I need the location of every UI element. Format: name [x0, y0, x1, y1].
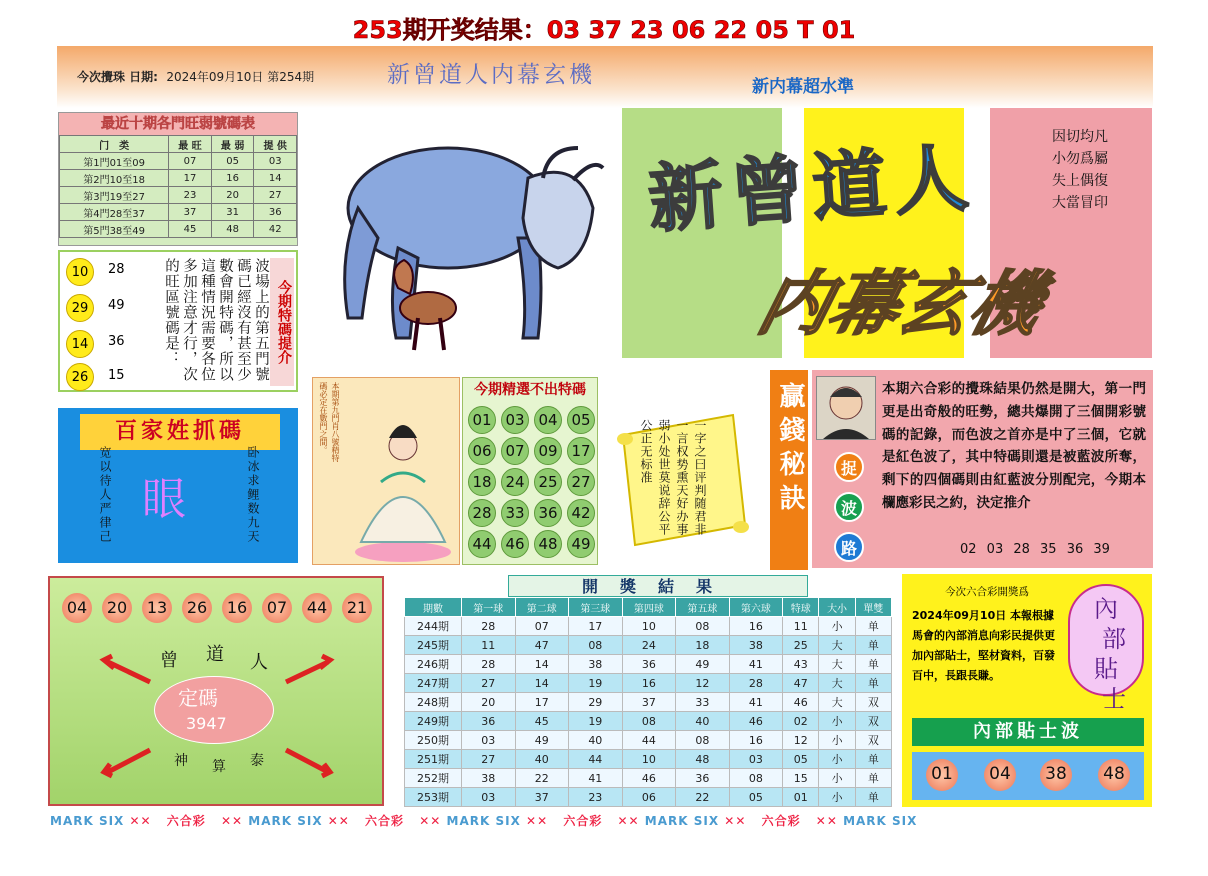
gate-cell: 23: [169, 187, 212, 204]
results-col: 第五球: [676, 598, 730, 617]
results-cell: 43: [783, 655, 819, 674]
red-ball: 07: [262, 593, 292, 623]
big-title-line1: 新曾道人: [645, 134, 980, 244]
hot-ball: 29: [66, 294, 94, 322]
results-cell: 小: [819, 750, 855, 769]
red-ball: 04: [62, 593, 92, 623]
results-cell: 22: [515, 769, 569, 788]
wave-balls: [912, 752, 1144, 800]
pick-ball: 03: [501, 406, 529, 434]
footer-item: 六合彩: [365, 814, 405, 828]
fixed-code-value: 3947: [186, 714, 227, 733]
results-cell: 08: [676, 731, 730, 750]
results-cell: 14: [515, 674, 569, 693]
footer-separator-icon: ✕✕: [810, 814, 844, 828]
results-cell: 02: [783, 712, 819, 731]
results-cell: 25: [783, 636, 819, 655]
fixed-code-panel: [48, 576, 384, 806]
results-cell: 49: [515, 731, 569, 750]
gates-col: 最 弱: [211, 136, 254, 153]
results-table: [404, 597, 892, 807]
results-col: 大小: [819, 598, 855, 617]
results-cell: 24: [622, 636, 676, 655]
pick-ball: 09: [534, 437, 562, 465]
pick-ball: 07: [501, 437, 529, 465]
results-cell: 22: [676, 788, 730, 807]
gates-row: [60, 170, 297, 187]
secret-title: 贏錢秘訣: [775, 382, 805, 518]
pick-ball: 33: [501, 499, 529, 527]
ox-illustration: [318, 118, 608, 358]
wave-ball: 04: [984, 759, 1016, 791]
results-cell: 03: [729, 750, 783, 769]
results-panel: [404, 575, 892, 807]
footer-item: 六合彩: [166, 814, 206, 828]
results-title: 開獎結果: [508, 575, 808, 597]
results-cell: 244期: [405, 617, 462, 636]
footer-item: MARK SIX: [644, 814, 720, 828]
guanyin-figure-icon: [341, 392, 453, 562]
results-row: [405, 617, 892, 636]
gate-cell: 45: [169, 221, 212, 238]
footer-separator-icon: ✕✕: [322, 814, 356, 828]
results-cell: 单: [855, 636, 891, 655]
gates-row: [60, 187, 297, 204]
footer-separator-icon: ✕✕: [719, 814, 752, 828]
results-cell: 246期: [405, 655, 462, 674]
scroll-verse: 一字之曰评判随君非一言权势熏天好办事弱小处世莫说辞公平公正无标准: [639, 419, 707, 536]
wave-ball: 38: [1040, 759, 1072, 791]
footer-separator-icon: ✕✕: [520, 814, 554, 828]
gate-cell: 第5門38至49: [60, 221, 169, 238]
gate-cell: 17: [169, 170, 212, 187]
results-cell: 15: [783, 769, 819, 788]
results-col: 第四球: [622, 598, 676, 617]
results-row: [405, 655, 892, 674]
footer-item: MARK SIX: [50, 814, 125, 828]
pick-ball: 06: [468, 437, 496, 465]
notice-panel: [812, 370, 1153, 568]
results-cell: 251期: [405, 750, 462, 769]
gates-row: [60, 204, 297, 221]
gate-cell: 05: [211, 153, 254, 170]
results-col: 特球: [783, 598, 819, 617]
results-cell: 大: [819, 693, 855, 712]
scroll-panel: [613, 405, 753, 555]
results-cell: 20: [461, 693, 515, 712]
results-cell: 07: [515, 617, 569, 636]
top-result-line: 253期开奖结果：03 37 23 06 22 05 T 01: [352, 16, 856, 44]
results-cell: 01: [783, 788, 819, 807]
results-cell: 08: [569, 636, 623, 655]
results-cell: 41: [569, 769, 623, 788]
hot-num: 36: [108, 334, 125, 349]
results-cell: 40: [569, 731, 623, 750]
results-row: [405, 712, 892, 731]
results-cell: 双: [855, 731, 891, 750]
tips-heading: 今次六合彩開獎爲: [945, 586, 1029, 598]
results-cell: 18: [676, 636, 730, 655]
poem: [1052, 126, 1108, 214]
results-cell: 37: [515, 788, 569, 807]
results-cell: 37: [622, 693, 676, 712]
pick-ball: 48: [534, 530, 562, 558]
results-cell: 249期: [405, 712, 462, 731]
family-title: 百家姓抓碼: [80, 414, 280, 450]
results-cell: 36: [622, 655, 676, 674]
wave-ball: 01: [926, 759, 958, 791]
results-cell: 大: [819, 655, 855, 674]
header-banner: [57, 46, 1153, 108]
gate-cell: 31: [211, 204, 254, 221]
results-row: [405, 750, 892, 769]
pick-ball: 05: [567, 406, 595, 434]
gate-cell: 第2門10至18: [60, 170, 169, 187]
char: 算: [212, 759, 226, 775]
results-cell: 11: [783, 617, 819, 636]
results-cell: 45: [515, 712, 569, 731]
footer-item: MARK SIX: [843, 814, 918, 828]
badge-char: 士: [1102, 685, 1126, 713]
footer-separator-icon: ✕✕: [215, 814, 249, 828]
pick-ball: 01: [468, 406, 496, 434]
results-cell: 08: [676, 617, 730, 636]
badge-char: 內: [1094, 595, 1118, 623]
hot-ball: 14: [66, 330, 94, 358]
results-cell: 单: [855, 769, 891, 788]
gates-table-panel: [58, 112, 298, 246]
gate-cell: 第3門19至27: [60, 187, 169, 204]
red-ball: 44: [302, 593, 332, 623]
results-cell: 44: [622, 731, 676, 750]
results-cell: 41: [729, 655, 783, 674]
char: 神: [174, 753, 188, 769]
pick-ball: 49: [567, 530, 595, 558]
results-col: 第二球: [515, 598, 569, 617]
draw-date: 今次攪珠 日期: 2024年09月10日 第254期: [77, 70, 315, 84]
results-cell: 12: [783, 731, 819, 750]
results-row: [405, 674, 892, 693]
footer-item: 六合彩: [563, 814, 603, 828]
results-cell: 单: [855, 674, 891, 693]
footer-separator-icon: ✕✕: [124, 814, 157, 828]
red-ball: 20: [102, 593, 132, 623]
gate-cell: 36: [254, 204, 297, 221]
results-cell: 16: [729, 617, 783, 636]
results-cell: 47: [515, 636, 569, 655]
results-cell: 48: [676, 750, 730, 769]
gate-cell: 07: [169, 153, 212, 170]
results-cell: 28: [461, 617, 515, 636]
results-cell: 双: [855, 693, 891, 712]
pick-ball: 24: [501, 468, 529, 496]
footer-separator-icon: ✕✕: [612, 814, 645, 828]
pick-panel: [462, 377, 598, 565]
gates-col: 提 供: [254, 136, 297, 153]
results-cell: 41: [729, 693, 783, 712]
poem-line: 失上偶復: [1052, 173, 1108, 189]
header-subtitle: 新内幕超水準: [752, 77, 854, 97]
results-cell: 44: [569, 750, 623, 769]
gates-row: [60, 153, 297, 170]
guanyin-panel: [312, 377, 460, 565]
results-col: 單雙: [855, 598, 891, 617]
tips-body: 2024年09月10日 本報根據馬會的內部消息向彩民提供更加內部貼士，堅材資料，百發百中，長跟長賺。: [912, 609, 1055, 682]
circle-zhuo: 捉: [834, 452, 864, 482]
red-ball: 16: [222, 593, 252, 623]
results-cell: 单: [855, 750, 891, 769]
results-cell: 05: [729, 788, 783, 807]
secret-column: [770, 370, 808, 570]
results-cell: 17: [569, 617, 623, 636]
results-cell: 23: [569, 788, 623, 807]
results-cell: 12: [676, 674, 730, 693]
results-cell: 08: [622, 712, 676, 731]
results-cell: 247期: [405, 674, 462, 693]
header-title: 新曾道人内幕玄機: [387, 62, 595, 88]
footer-item: MARK SIX: [248, 814, 323, 828]
gate-cell: 第4門28至37: [60, 204, 169, 221]
hot-num: 49: [108, 298, 125, 313]
gate-cell: 48: [211, 221, 254, 238]
results-cell: 19: [569, 674, 623, 693]
results-cell: 大: [819, 674, 855, 693]
tips-panel: [902, 574, 1152, 807]
badge-char: 貼: [1094, 655, 1118, 683]
wave-ball: 48: [1098, 759, 1130, 791]
hot-num: 15: [108, 368, 125, 383]
results-cell: 38: [461, 769, 515, 788]
gates-caption: 最近十期各門旺弱號碼表: [59, 113, 297, 135]
gate-cell: 37: [169, 204, 212, 221]
results-cell: 29: [569, 693, 623, 712]
results-cell: 36: [676, 769, 730, 788]
pick-ball: 42: [567, 499, 595, 527]
gate-cell: 42: [254, 221, 297, 238]
results-col: 第一球: [461, 598, 515, 617]
pick-ball: 46: [501, 530, 529, 558]
poem-line: 大當冒印: [1052, 195, 1108, 211]
results-cell: 03: [461, 731, 515, 750]
results-cell: 单: [855, 655, 891, 674]
gate-cell: 第1門01至09: [60, 153, 169, 170]
char: 曾: [160, 650, 178, 671]
results-cell: 单: [855, 617, 891, 636]
results-row: [405, 788, 892, 807]
results-cell: 245期: [405, 636, 462, 655]
results-cell: 49: [676, 655, 730, 674]
big-title-panel: [622, 108, 1152, 358]
results-cell: 06: [622, 788, 676, 807]
char: 人: [250, 652, 268, 673]
gate-cell: 20: [211, 187, 254, 204]
results-cell: 28: [461, 655, 515, 674]
red-ball: 26: [182, 593, 212, 623]
red-ball: 13: [142, 593, 172, 623]
results-cell: 27: [461, 750, 515, 769]
footer-separator-icon: ✕✕: [414, 814, 447, 828]
notice-text: 本期六合彩的攪珠結果仍然是開大，第一門更是出奇般的旺勢，總共爆開了三個開彩號碼的記錄，而色波之首亦是中了三個，它就是紅色波了，其中特碼則還是被藍波所奪，剩下的四個碼則由紅藍波分別配完，今期本欄應彩民之約，決定推介: [882, 381, 1146, 511]
pick-ball: 04: [534, 406, 562, 434]
results-cell: 36: [461, 712, 515, 731]
results-cell: 16: [729, 731, 783, 750]
hot-analysis-text: 波場上的第五門號碼已經沒有甚至少數會開特碼，所以這種情況需要各位多加注意才行，次的旺區號碼是：: [163, 258, 269, 382]
red-ball: 21: [342, 593, 372, 623]
footer-strip: [50, 812, 1158, 832]
gates-col: 门 类: [60, 136, 169, 153]
results-cell: 10: [622, 617, 676, 636]
circle-lu: 路: [834, 532, 864, 562]
poem-line: 小勿爲屬: [1052, 151, 1108, 167]
footer-item: 六合彩: [761, 814, 801, 828]
hot-ball: 26: [66, 363, 94, 391]
results-row: [405, 636, 892, 655]
results-cell: 小: [819, 712, 855, 731]
results-col: 第六球: [729, 598, 783, 617]
results-cell: 19: [569, 712, 623, 731]
gates-table: [59, 135, 297, 238]
poem-line: 因切均凡: [1052, 129, 1108, 145]
results-cell: 47: [783, 674, 819, 693]
results-cell: 248期: [405, 693, 462, 712]
results-cell: 33: [676, 693, 730, 712]
results-cell: 05: [783, 750, 819, 769]
results-cell: 08: [729, 769, 783, 788]
results-col: 第三球: [569, 598, 623, 617]
results-cell: 252期: [405, 769, 462, 788]
pick-ball: 44: [468, 530, 496, 558]
gates-row: [60, 221, 297, 238]
results-cell: 28: [729, 674, 783, 693]
family-name-panel: [58, 408, 298, 563]
pick-ball: 17: [567, 437, 595, 465]
footer-item: MARK SIX: [446, 814, 521, 828]
results-cell: 03: [461, 788, 515, 807]
results-cell: 14: [515, 655, 569, 674]
char: 道: [206, 644, 224, 665]
results-cell: 小: [819, 731, 855, 750]
pick-caption: 今期精選不出特碼: [474, 382, 586, 398]
circle-bo: 波: [834, 492, 864, 522]
avatar: [816, 376, 876, 440]
results-cell: 46: [783, 693, 819, 712]
results-cell: 小: [819, 788, 855, 807]
results-cell: 10: [622, 750, 676, 769]
wave-title: 內部貼士波: [912, 718, 1144, 746]
char: 泰: [250, 753, 264, 769]
pick-ball: 18: [468, 468, 496, 496]
results-cell: 38: [729, 636, 783, 655]
results-col: 期數: [405, 598, 462, 617]
results-cell: 46: [622, 769, 676, 788]
family-left-verse: 宽以待人严律己: [98, 446, 112, 544]
gate-cell: 14: [254, 170, 297, 187]
results-cell: 小: [819, 617, 855, 636]
pick-ball: 28: [468, 499, 496, 527]
notice-picks: 02 03 28 35 36 39: [960, 542, 1110, 557]
badge-char: 部: [1102, 625, 1126, 653]
pick-ball: 25: [534, 468, 562, 496]
pick-ball: 27: [567, 468, 595, 496]
results-cell: 16: [622, 674, 676, 693]
fixed-code-label: 定碼: [178, 686, 218, 710]
results-cell: 小: [819, 769, 855, 788]
results-cell: 253期: [405, 788, 462, 807]
results-row: [405, 693, 892, 712]
big-title-line2: 内幕玄機: [750, 263, 1051, 345]
gates-col: 最 旺: [169, 136, 212, 153]
guanyin-text: 本期第九門肖八號精特碼必定在數門之間。: [319, 382, 340, 462]
results-cell: 40: [515, 750, 569, 769]
results-cell: 大: [819, 636, 855, 655]
gate-cell: 03: [254, 153, 297, 170]
tips-badge: [1068, 584, 1144, 713]
family-right-verse: 卧冰求鲤数九天: [246, 446, 260, 544]
gate-cell: 27: [254, 187, 297, 204]
results-cell: 17: [515, 693, 569, 712]
results-cell: 11: [461, 636, 515, 655]
results-row: [405, 769, 892, 788]
results-cell: 双: [855, 712, 891, 731]
results-cell: 40: [676, 712, 730, 731]
family-center-char: 眼: [142, 474, 186, 525]
gate-cell: 16: [211, 170, 254, 187]
hot-ball: 10: [66, 258, 94, 286]
results-cell: 27: [461, 674, 515, 693]
hot-label: 今期特碼提介: [270, 258, 294, 386]
hot-numbers-panel: [58, 250, 298, 392]
results-cell: 单: [855, 788, 891, 807]
results-row: [405, 731, 892, 750]
results-cell: 38: [569, 655, 623, 674]
pick-ball: 36: [534, 499, 562, 527]
results-cell: 250期: [405, 731, 462, 750]
results-cell: 46: [729, 712, 783, 731]
hot-num: 28: [108, 262, 125, 277]
